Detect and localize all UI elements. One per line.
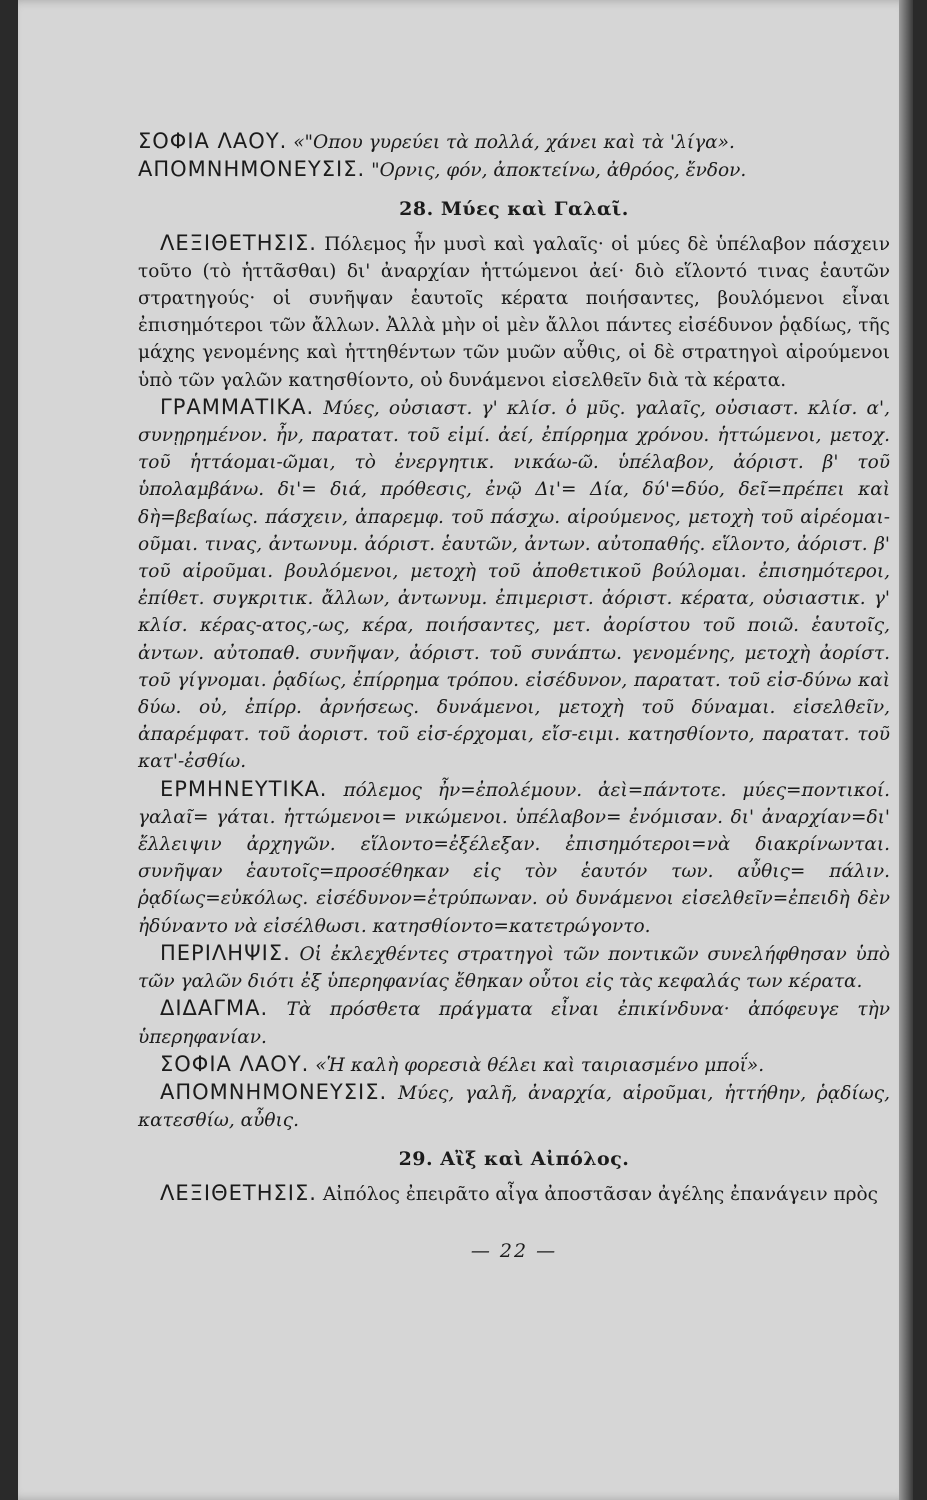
hermeneutika-paragraph	[138, 776, 890, 940]
perilipsis-paragraph	[138, 940, 890, 995]
page-content	[138, 128, 890, 1265]
didagma-label: ΔΙΔΑΓΜΑ.	[160, 996, 269, 1021]
didagma-paragraph	[138, 995, 890, 1050]
lexithetisis-paragraph	[138, 230, 890, 394]
hermeneutika-text: πόλεμος ἦν=ἐπολέμουν. ἀεὶ=πάντοτε. μύες=ποντικοί. γαλαῖ= γάται. ἡττώμενοι= νικώμενοι. ὑπέλαβον= ἐνόμισαν. δι' ἀναρχίαν=δι' ἔλλειψιν ἀρχηγῶν. εἵλοντο=ἐξέλεξαν. ἐπισημότεροι=νὰ διακρίνωνται. συνῆψαν ἑαυτοῖς=προσέθηκαν εἰς τὸν ἑαυτόν των. αὖθις= πάλιν. ῥᾳδίως=εὐκόλως. εἰσέδυνον=ἐτρύπωναν. οὐ δυνάμενοι εἰσελθεῖν=ἐπειδὴ δὲν ἠδύναντο νὰ εἰσέλθωσι. κατησθίοντο=κατετρώγοντο.	[138, 779, 890, 937]
memorize-text-2: Μύες, γαλῆ, ἀναρχία, αἱροῦμαι, ἡττήθην, ῥᾳδίως, κατεσθίω, αὖθις.	[138, 1082, 890, 1132]
grammatika-paragraph	[138, 394, 890, 776]
didagma-text: Τὰ πρόσθετα πράγματα εἶναι ἐπικίνδυνα· ἀπόφευγε τὴν ὑπερηφανίαν.	[138, 999, 891, 1048]
perilipsis-label: ΠΕΡΙΛΗΨΙΣ.	[160, 940, 291, 965]
grammatika-text: Μύες, οὐσιαστ. γ' κλίσ. ὁ μῦς. γαλαῖς, οὐσιαστ. κλίσ. α', συνῃρημένον. ἦν, παρατατ. τοῦ εἰμί. ἀεί, ἐπίρρημα χρόνου. ἡττώμενοι, μετοχ. τοῦ ἡττάομαι-ῶμαι, τὸ ἐνεργητικ. νικάω-ῶ. ὑπέλαβον, ἀόριστ. β' τοῦ ὑπολαμβάνω. δι'= διά, πρόθεσις, ἐνῷ Δι'= Δία, δύ'=δύο, δεῖ=πρέπει καὶ δὴ=βεβαίως. πάσχειν, ἀπαρεμφ. τοῦ πάσχω. αἱρούμενος, μετοχὴ τοῦ αἱρέομαι-οῦμαι. τινας, ἀντωνυμ. ἀόριστ. ἑαυτῶν, ἀντων. αὐτοπαθής. εἵλοντο, ἀόριστ. β' τοῦ αἱροῦμαι. βουλόμενοι, μετοχὴ τοῦ ἀποθετικοῦ βούλομαι. ἐπισημότεροι, ἐπίθετ. συγκριτικ. ἄλλων, ἀντωνυμ. ἐπιμεριστ. ἀόριστ. κέρατα, οὐσιαστικ. γ' κλίσ. κέρας-ατος,-ως, κέρα, ποιήσαντες, μετ. ἀορίστου τοῦ ποιῶ. ἑαυτοῖς, ἀντων. αὐτοπαθ. συνῆψαν, ἀόριστ. τοῦ συνάπτω. γενομένης, μετοχὴ ἀορίστ. τοῦ γίγνομαι. ῥᾳδίως, ἐπίρρημα τρόπου. εἰσέδυνον, παρατατ. τοῦ εἰσ-δύνω καὶ δύω. οὐ, ἐπίρρ. ἀρνήσεως. δυνάμενοι, μετοχὴ τοῦ δύναμαι. εἰσελθεῖν, ἀπαρέμφατ. τοῦ ἀοριστ. τοῦ εἰσ-έρχομαι, εἴσ-ειμι. κατησθίοντο, παρατατ. τοῦ κατ'-ἐσθίω.	[138, 397, 890, 773]
section-title-29: 29. Αἲξ καὶ Αἰπόλος.	[398, 1148, 630, 1171]
saying-text-2: «Ἡ καλὴ φορεσιὰ θέλει καὶ ταιριασμένο μποΐ».	[315, 1054, 765, 1076]
saying-label-2: ΣΟΦΙΑ ΛΑΟΥ.	[160, 1051, 310, 1076]
hermeneutika-label: ΕΡΜΗΝΕΥΤΙΚΑ.	[160, 776, 328, 801]
lexithetisis-text-29: Αἰπόλος ἐπειρᾶτο αἶγα ἀποστᾶσαν ἀγέλης ἐπανάγειν πρὸς	[322, 1183, 879, 1205]
lexithetisis-text: Πόλεμος ἦν μυσὶ καὶ γαλαῖς· οἱ μύες δὲ ὑπέλαβον πάσχειν τοῦτο (τὸ ἡττᾶσθαι) δι' ἀναρχίαν ἡττώμενοι ἀεί· διὸ εἵλοντό τινας ἑαυτῶν στρατηγούς· οἱ συνῆψαν ἑαυτοῖς κέρατα ποιήσαντες, βουλόμενοι εἶναι ἐπισημότεροι τῶν ἄλλων. Ἀλλὰ μὴν οἱ μὲν ἄλλοι πάντες εἰσέδυνον ῥᾳδίως, τῆς μάχης γενομένης καὶ ἡττηθέντων τῶν μυῶν αὖθις, οἱ δὲ στρατηγοὶ αἱρούμενοι ὑπὸ τῶν γαλῶν κατησθίοντο, οὐ δυνάμενοι εἰσελθεῖν διὰ τὰ κέρατα.	[138, 233, 890, 391]
lexithetisis-label: ΛΕΞΙΘΕΤΗΣΙΣ.	[160, 230, 317, 255]
saying-paragraph	[138, 128, 890, 156]
saying-paragraph-2	[138, 1051, 890, 1079]
memorize-paragraph-2	[138, 1079, 890, 1134]
lexithetisis-label-29: ΛΕΞΙΘΕΤΗΣΙΣ.	[160, 1180, 317, 1205]
section-title-28: 28. Μύες καὶ Γαλαῖ.	[399, 198, 629, 221]
book-page	[18, 0, 913, 1500]
lexithetisis-paragraph-29	[138, 1180, 890, 1208]
saying-label: ΣΟΦΙΑ ΛΑΟΥ.	[138, 129, 288, 153]
memorize-label: ΑΠΟΜΝΗΜΟΝΕΥΣΙΣ.	[138, 157, 366, 182]
grammatika-label: ΓΡΑΜΜΑΤΙΚΑ.	[160, 394, 315, 419]
page-edge	[899, 0, 913, 1500]
memorize-text: "Ορνις, φόν, ἀποκτείνω, ἀθρόος, ἔνδον.	[371, 160, 747, 182]
saying-text: «"Οπου γυρεύει τὰ πολλά, χάνει καὶ τὰ 'λίγα».	[293, 132, 735, 153]
memorize-paragraph	[138, 156, 890, 184]
page-number: — 22 —	[470, 1239, 558, 1262]
memorize-label-2: ΑΠΟΜΝΗΜΟΝΕΥΣΙΣ.	[160, 1079, 388, 1104]
perilipsis-text: Οἱ ἐκλεχθέντες στρατηγοὶ τῶν ποντικῶν συνελήφθησαν ὑπὸ τῶν γαλῶν διότι ἐξ ὑπερηφανίας ἔθηκαν οὗτοι εἰς τὰς κεφαλάς των κέρατα.	[138, 943, 890, 993]
